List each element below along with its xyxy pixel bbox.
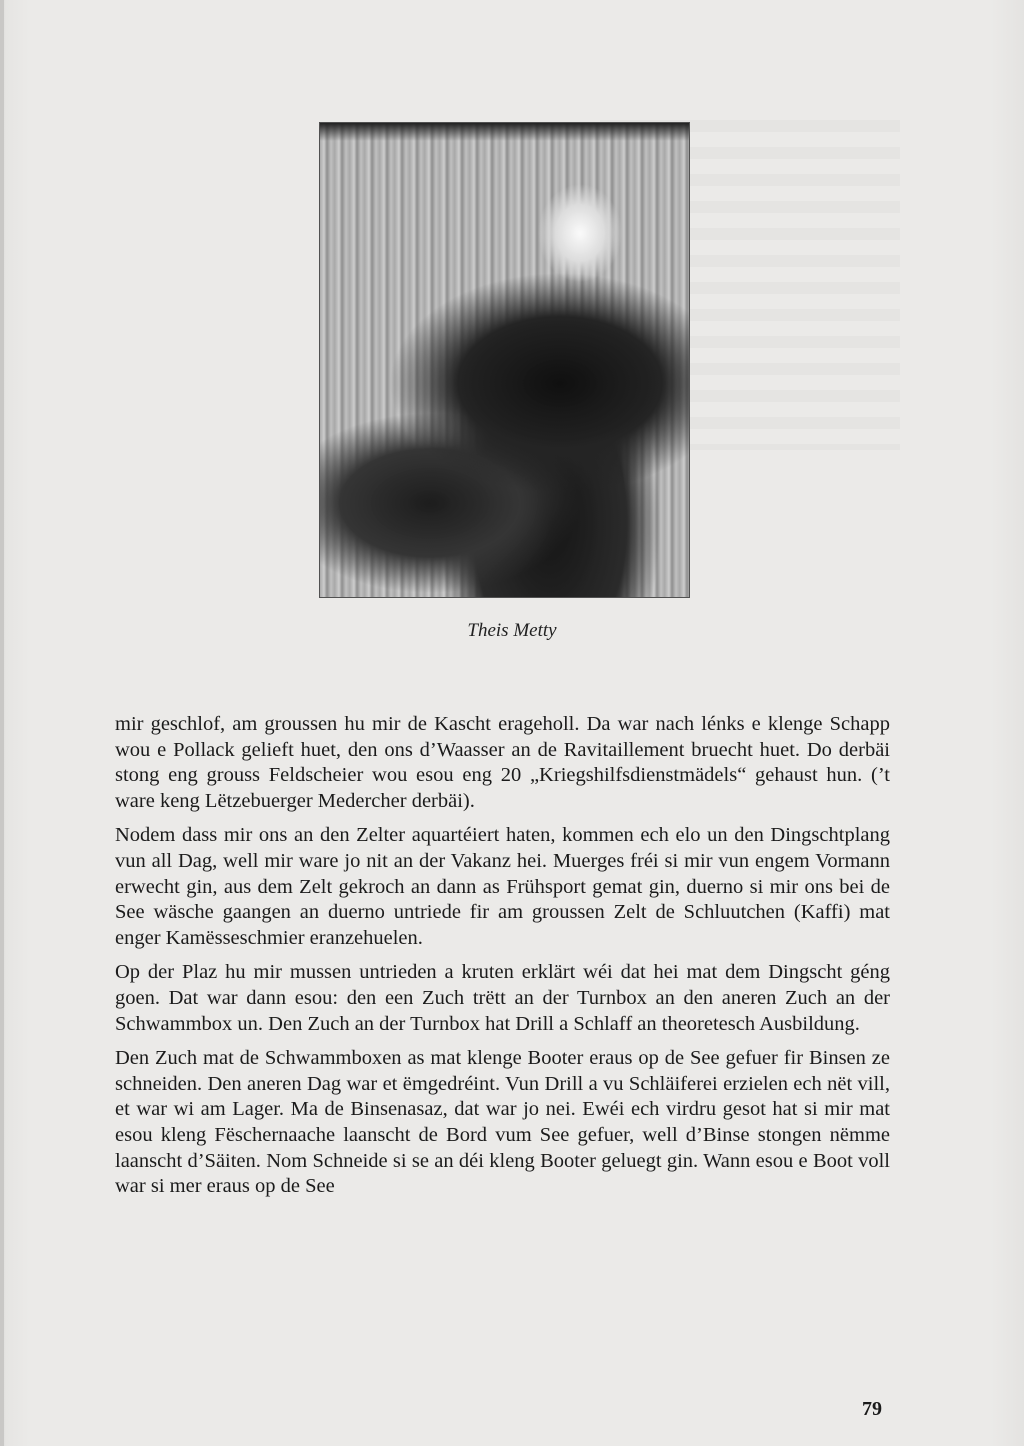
photograph [319, 122, 690, 598]
photo-caption: Theis Metty [467, 620, 557, 641]
photo-top-shadow [320, 123, 689, 141]
paragraph-3: Op der Plaz hu mir mussen untrieden a kruten erklärt wéi dat hei mat dem Dingscht géng goen. Dat war dann esou: den een Zuch trëtt an der Turnbox an den aneren Zuch an der Schwammbox un. Den Zuch an der Turnbox hat Drill a Schlaff an theoretesch Ausbildung. [115, 961, 890, 1035]
paragraph-4: Den Zuch mat de Schwammboxen as mat klenge Booter eraus op de See gefuer fir Binsen ze schneiden. Den aneren Dag war et ëmgedréint. Vun Drill a vu Schläiferei erzielen ech nët vill, et war wi am Lager. Ma de Binsenasaz, dat war jo nei. Ewéi ech virdru gesot hat si mir mat esou kleng Fëschernaache laanscht de Bord vum See gefuer, well d’Binse stongen nëmme laanscht d’Säiten. Nom Schneide si se an déi kleng Booter geluegt gin. Wann esou e Boot voll war si mer eraus op de See [115, 1047, 890, 1198]
body-text [115, 712, 890, 1209]
binding-edge [0, 0, 4, 1446]
paragraph-1: mir geschlof, am groussen hu mir de Kascht erageholl. Da war nach lénks e klenge Schapp wou e Pollack gelieft huet, den ons d’Waasser an de Ravitaillement bruecht huet. Do derbäi stong eng grouss Feldscheier wou esou eng 20 „Kriegshilfsdienstmädels“ gehaust hun. (’t ware keng Lëtzebuerger Medercher derbäi). [115, 713, 890, 812]
page-number: 79 [862, 1398, 882, 1420]
paragraph-2: Nodem dass mir ons an den Zelter aquartéiert haten, kommen ech elo un den Dingschtplang vun all Dag, well mir ware jo nit an der Vakanz hei. Muerges fréi si mir vun engem Vormann erwecht gin, aus dem Zelt gekroch an dann as Frühsport gemat gin, duerno si mir ons bei de See wäsche gaangen an duerno untriede fir am groussen Zelt de Schluutchen (Kaffi) mat enger Kamësseschmier eranzehuelen. [115, 824, 890, 949]
